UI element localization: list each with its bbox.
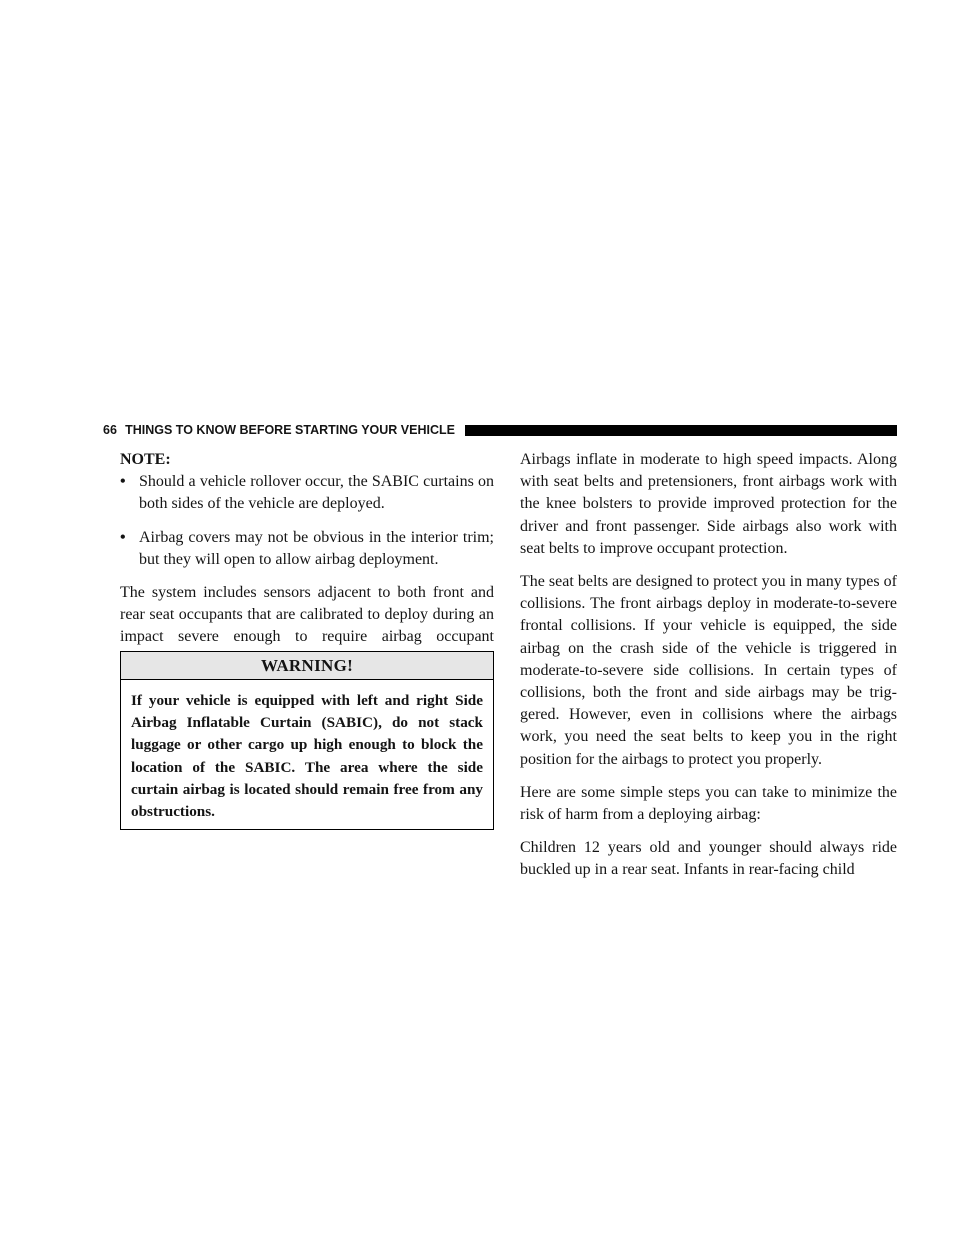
note-label: NOTE: bbox=[120, 451, 171, 468]
warning-box bbox=[120, 651, 494, 830]
right-column bbox=[520, 449, 897, 882]
bullet-icon: • bbox=[120, 528, 126, 546]
page-number: 66 bbox=[103, 423, 118, 437]
body-paragraph: Airbags inflate in moderate to high speed impacts. Along with seat belts and pretensioners, front airbags work with the knee bolsters to provide improved protection for the driver and front passenger. Side airbags also work with seat belts to improve occupant protection. bbox=[520, 451, 897, 557]
bullet-icon: • bbox=[120, 473, 126, 491]
note-bullet-item bbox=[120, 471, 494, 515]
body-paragraph: Here are some simple steps you can take to minimize the risk of harm from a deploying airbag: bbox=[520, 783, 897, 824]
page-header bbox=[103, 419, 897, 441]
note-bullet-item bbox=[120, 527, 494, 571]
warning-text: If your vehicle is equipped with left and right Side Airbag Inflatable Curtain (SABIC), do not stack luggage or other cargo up high enough to block the location of the SABIC. The area where the side curtain airbag is located should remain free from any obstructions. bbox=[131, 692, 483, 821]
header-rule-bar bbox=[465, 425, 897, 436]
section-title: THINGS TO KNOW BEFORE STARTING YOUR VEHICLE bbox=[125, 423, 455, 437]
warning-title: WARNING! bbox=[121, 652, 493, 680]
left-column bbox=[120, 449, 494, 671]
body-paragraph: The seat belts are designed to protect you in many types of collisions. The front airbags deploy in moderate-to-severe frontal collisions. If your vehicle is equipped, the side airbag on the crash side of the vehicle is triggered in moderate-to-severe side collisions. In certain types of collisions, both the front and side airbags may be trig-gered. However, even in collisions where the airbags work, you need the seat belts to keep you in the right position for the airbags to protect you properly. bbox=[520, 573, 897, 768]
system-sensors-paragraph: The system includes sensors adjacent to both front and rear seat occupants that are calibrated to deploy during an impact severe enough to require airbag occupant bbox=[120, 584, 494, 646]
bullet-text: Should a vehicle rollover occur, the SABIC curtains on both sides of the vehicle are deployed. bbox=[139, 473, 494, 513]
body-paragraph: Children 12 years old and younger should always ride buckled up in a rear seat. Infants in rear-facing child bbox=[520, 839, 897, 879]
bullet-text: Airbag covers may not be obvious in the interior trim; but they will open to allow airbag deployment. bbox=[139, 528, 494, 568]
